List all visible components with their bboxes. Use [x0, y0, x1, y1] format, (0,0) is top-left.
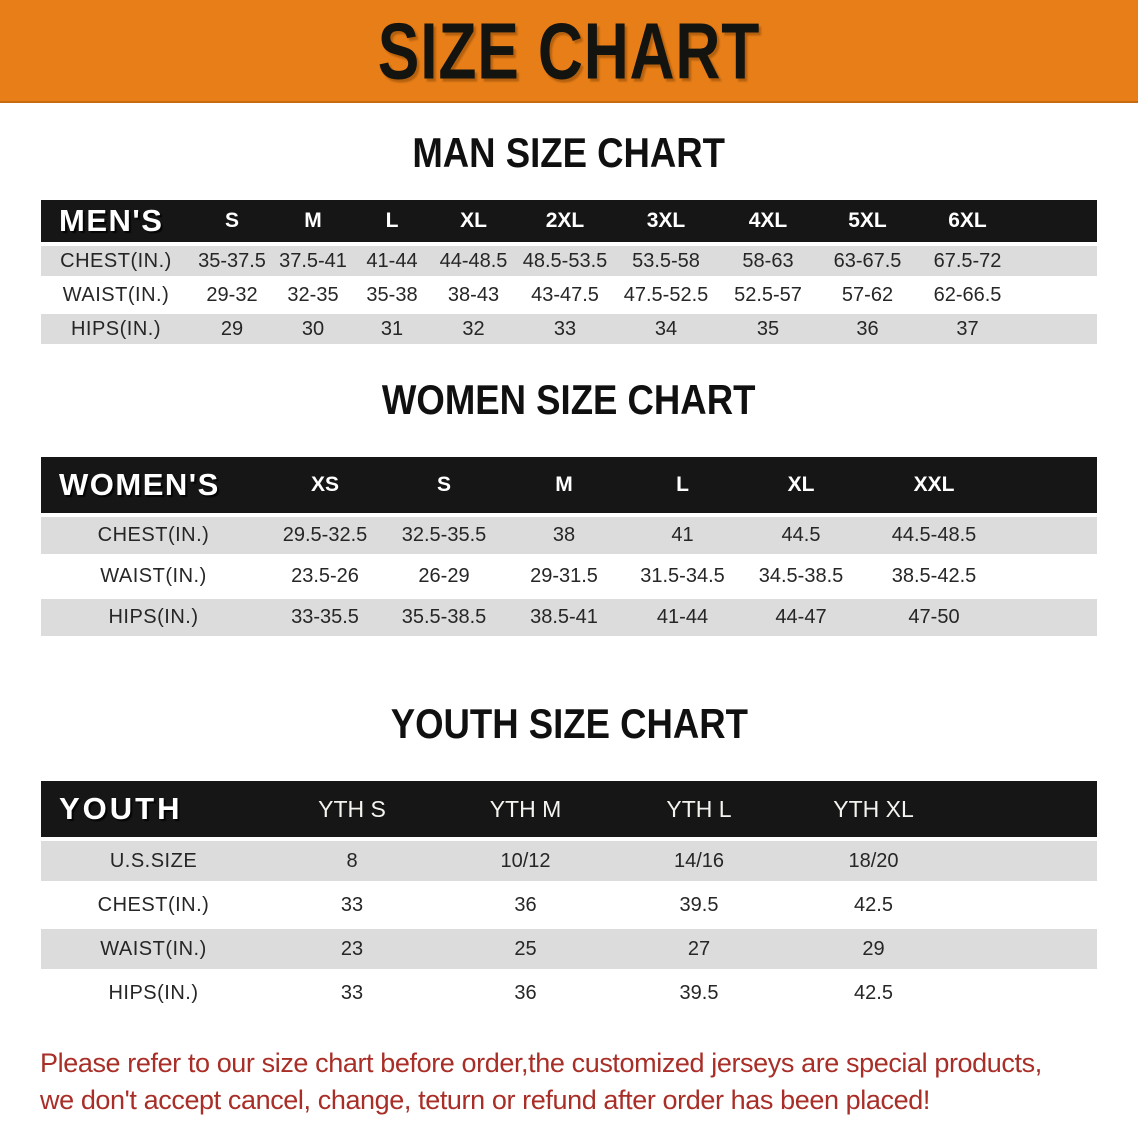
row-label: CHEST(IN.) [41, 885, 266, 925]
table-row [41, 558, 1097, 595]
table-header-row [41, 200, 1097, 242]
column-header: YTH XL [785, 781, 962, 837]
banner-title: SIZE CHART [377, 5, 761, 96]
cell-value: 58-63 [718, 246, 818, 276]
mens-size-table [41, 196, 1097, 348]
column-header: 2XL [516, 200, 614, 242]
cell-value: 37.5-41 [273, 246, 353, 276]
cell-value: 32.5-35.5 [384, 517, 504, 554]
column-header: XL [431, 200, 516, 242]
cell-value: 29.5-32.5 [266, 517, 384, 554]
cell-value: 52.5-57 [718, 280, 818, 310]
cell-value: 32 [431, 314, 516, 344]
row-filler-cell [1018, 314, 1097, 344]
cell-value: 37 [917, 314, 1018, 344]
table-header-row [41, 457, 1097, 513]
cell-value: 33 [266, 885, 438, 925]
cell-value: 29-31.5 [504, 558, 624, 595]
cell-value: 33 [516, 314, 614, 344]
column-header: L [353, 200, 431, 242]
cell-value: 34 [614, 314, 718, 344]
cell-value: 33 [266, 973, 438, 1013]
table-header-label: WOMEN'S [41, 457, 266, 513]
cell-value: 26-29 [384, 558, 504, 595]
column-header: L [624, 457, 741, 513]
cell-value: 44.5 [741, 517, 861, 554]
cell-value: 38.5-42.5 [861, 558, 1007, 595]
row-filler-cell [1007, 558, 1097, 595]
table-header-row [41, 781, 1097, 837]
table-row [41, 973, 1097, 1013]
column-header: S [384, 457, 504, 513]
column-header: YTH S [266, 781, 438, 837]
row-label: CHEST(IN.) [41, 517, 266, 554]
column-header: YTH L [613, 781, 785, 837]
row-label: WAIST(IN.) [41, 280, 191, 310]
cell-value: 67.5-72 [917, 246, 1018, 276]
column-header: YTH M [438, 781, 613, 837]
cell-value: 38.5-41 [504, 599, 624, 636]
cell-value: 48.5-53.5 [516, 246, 614, 276]
row-label: HIPS(IN.) [41, 599, 266, 636]
row-label: HIPS(IN.) [41, 314, 191, 344]
cell-value: 8 [266, 841, 438, 881]
table-row [41, 885, 1097, 925]
table-row [41, 517, 1097, 554]
cell-value: 14/16 [613, 841, 785, 881]
cell-value: 44-48.5 [431, 246, 516, 276]
cell-value: 23.5-26 [266, 558, 384, 595]
row-filler-cell [1007, 599, 1097, 636]
cell-value: 42.5 [785, 885, 962, 925]
cell-value: 27 [613, 929, 785, 969]
table-row [41, 280, 1097, 310]
cell-value: 36 [438, 885, 613, 925]
column-header: 3XL [614, 200, 718, 242]
disclaimer-line-2: we don't accept cancel, change, teturn or refund after order has been placed! [40, 1085, 930, 1115]
column-header: 6XL [917, 200, 1018, 242]
size-chart-banner [0, 0, 1138, 103]
disclaimer-line-1: Please refer to our size chart before order,the customized jerseys are special products, [40, 1048, 1042, 1078]
cell-value: 47-50 [861, 599, 1007, 636]
cell-value: 30 [273, 314, 353, 344]
row-filler-cell [962, 973, 1097, 1013]
cell-value: 31 [353, 314, 431, 344]
row-label: U.S.SIZE [41, 841, 266, 881]
cell-value: 57-62 [818, 280, 917, 310]
youth-section-title: YOUTH SIZE CHART [390, 700, 748, 747]
cell-value: 36 [818, 314, 917, 344]
column-header: XS [266, 457, 384, 513]
column-header: 4XL [718, 200, 818, 242]
cell-value: 35-37.5 [191, 246, 273, 276]
row-filler-cell [1018, 280, 1097, 310]
cell-value: 47.5-52.5 [614, 280, 718, 310]
table-header-label: MEN'S [41, 200, 191, 242]
column-header: XXL [861, 457, 1007, 513]
header-filler-cell [1018, 200, 1097, 242]
cell-value: 44-47 [741, 599, 861, 636]
header-filler-cell [1007, 457, 1097, 513]
column-header: XL [741, 457, 861, 513]
table-row [41, 599, 1097, 636]
cell-value: 36 [438, 973, 613, 1013]
cell-value: 33-35.5 [266, 599, 384, 636]
cell-value: 29-32 [191, 280, 273, 310]
cell-value: 43-47.5 [516, 280, 614, 310]
table-row [41, 246, 1097, 276]
cell-value: 29 [785, 929, 962, 969]
cell-value: 42.5 [785, 973, 962, 1013]
row-filler-cell [1018, 246, 1097, 276]
row-label: WAIST(IN.) [41, 558, 266, 595]
cell-value: 18/20 [785, 841, 962, 881]
cell-value: 34.5-38.5 [741, 558, 861, 595]
cell-value: 38-43 [431, 280, 516, 310]
cell-value: 44.5-48.5 [861, 517, 1007, 554]
row-filler-cell [962, 929, 1097, 969]
row-filler-cell [962, 841, 1097, 881]
cell-value: 39.5 [613, 885, 785, 925]
cell-value: 29 [191, 314, 273, 344]
cell-value: 10/12 [438, 841, 613, 881]
table-header-label: YOUTH [41, 781, 266, 837]
cell-value: 35 [718, 314, 818, 344]
cell-value: 39.5 [613, 973, 785, 1013]
womens-size-table [41, 453, 1097, 640]
men-section-title: MAN SIZE CHART [412, 129, 726, 176]
cell-value: 25 [438, 929, 613, 969]
table-row [41, 841, 1097, 881]
women-section-title: WOMEN SIZE CHART [382, 376, 756, 423]
cell-value: 41-44 [353, 246, 431, 276]
cell-value: 63-67.5 [818, 246, 917, 276]
row-filler-cell [1007, 517, 1097, 554]
cell-value: 31.5-34.5 [624, 558, 741, 595]
row-label: WAIST(IN.) [41, 929, 266, 969]
women-size-section [0, 376, 1138, 640]
row-label: CHEST(IN.) [41, 246, 191, 276]
row-label: HIPS(IN.) [41, 973, 266, 1013]
cell-value: 41 [624, 517, 741, 554]
column-header: M [273, 200, 353, 242]
column-header: S [191, 200, 273, 242]
column-header: 5XL [818, 200, 917, 242]
table-row [41, 929, 1097, 969]
youth-size-table [41, 777, 1097, 1017]
cell-value: 23 [266, 929, 438, 969]
youth-size-section [0, 700, 1138, 1017]
cell-value: 41-44 [624, 599, 741, 636]
header-filler-cell [962, 781, 1097, 837]
row-filler-cell [962, 885, 1097, 925]
cell-value: 53.5-58 [614, 246, 718, 276]
column-header: M [504, 457, 624, 513]
table-row [41, 314, 1097, 344]
men-size-section [0, 129, 1138, 348]
cell-value: 35-38 [353, 280, 431, 310]
order-disclaimer [40, 1045, 1138, 1119]
cell-value: 32-35 [273, 280, 353, 310]
cell-value: 35.5-38.5 [384, 599, 504, 636]
cell-value: 38 [504, 517, 624, 554]
cell-value: 62-66.5 [917, 280, 1018, 310]
